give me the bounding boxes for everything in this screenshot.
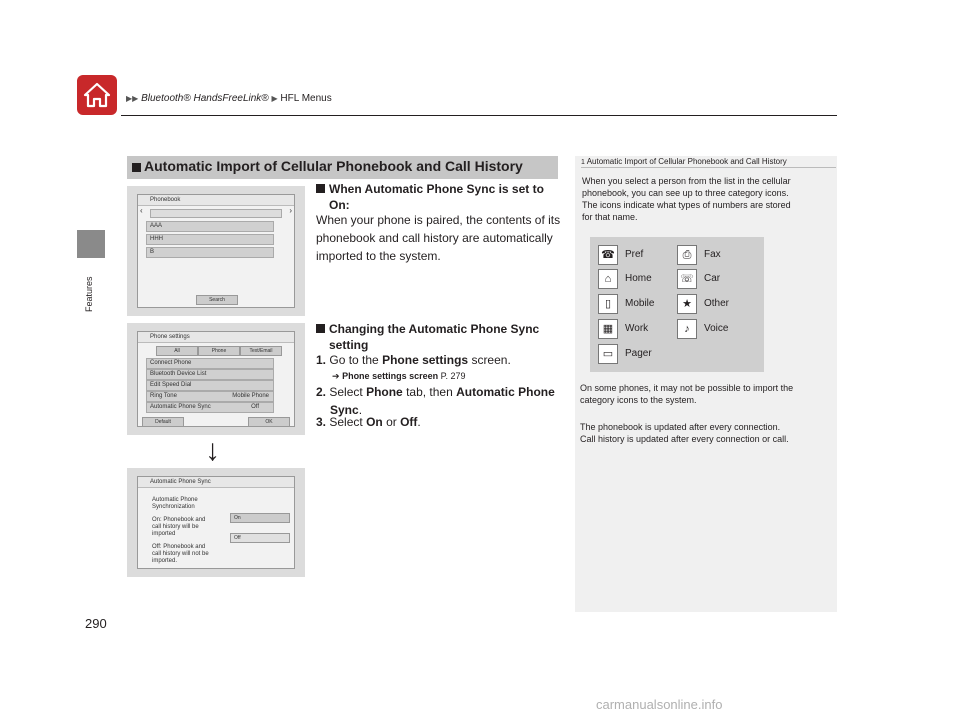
section-heading [127, 156, 558, 179]
subheading-change-setting-cont: setting [329, 338, 369, 352]
page-number: 290 [85, 616, 107, 631]
header-divider [121, 115, 837, 116]
step-2: 2. Select Phone tab, then Automatic Phone [316, 385, 555, 399]
breadcrumb-item[interactable]: Bluetooth® HandsFreeLink® [141, 93, 269, 104]
list-item: Connect Phone [146, 358, 274, 369]
step-2-cont: Sync. [330, 403, 363, 417]
list-item: Automatic Phone Sync Off [146, 402, 274, 413]
note-paragraph: When you select a person from the list in the cellular phonebook, you can see up to three category icons. The icons indicate what types of numbers are stored for that name. [582, 176, 791, 222]
tab-phone: Phone [198, 346, 240, 356]
section-tab-marker [77, 230, 105, 258]
step-1: 1. Go to the Phone settings screen. [316, 353, 511, 367]
screen-title: Phone settings [138, 332, 294, 343]
subheading-auto-sync-on: When Automatic Phone Sync is set to [316, 182, 544, 196]
section-side-label: Features [84, 276, 94, 312]
pager-icon: ▭ [598, 344, 618, 364]
chevron-right-icon: ▶▶ [126, 94, 139, 103]
list-item: Edit Speed Dial [146, 380, 274, 391]
note-marker-icon: 1 [581, 159, 585, 166]
watermark: carmanualsonline.info [596, 697, 723, 712]
note-paragraph: The phonebook is updated after every connection. Call history is updated after every connection or call. [580, 422, 789, 444]
mobile-icon: ▯ [598, 294, 618, 314]
tab-text-email: Text/Email [240, 346, 282, 356]
home-icon[interactable] [77, 75, 117, 115]
tab-all: All [156, 346, 198, 356]
chevron-right-icon: › [289, 206, 292, 215]
phone-icon: ☎ [598, 245, 618, 265]
note-divider [581, 167, 836, 168]
category-icon-legend: ☎ Pref ⎙ Fax ⌂ Home ☏ Car ▯ Mobile ★ Other ▦ Work ♪ Voice ▭ Pager [590, 237, 764, 372]
off-option: Off [230, 533, 290, 543]
list-item: B [146, 247, 274, 258]
breadcrumb-item[interactable]: HFL Menus [280, 93, 332, 104]
on-option: On [230, 513, 290, 523]
fax-icon: ⎙ [677, 245, 697, 265]
list-item: HHH [146, 234, 274, 245]
search-button: Search [196, 295, 238, 305]
building-icon: ▦ [598, 319, 618, 339]
sync-description: Automatic Phone Synchronization On: Phonebook and call history will be imported Off: Phonebook and call history will not be imported. [152, 497, 209, 564]
paragraph: When your phone is paired, the contents of its phonebook and call history are automatically imported to the system. [316, 213, 561, 263]
chevron-left-icon: ‹ [140, 206, 143, 215]
step-3: 3. Select On or Off. [316, 415, 421, 429]
down-arrow-icon: ↓ [205, 434, 220, 467]
note-paragraph: On some phones, it may not be possible to import the category icons to the system. [580, 383, 794, 405]
phone-settings-screenshot [127, 323, 305, 435]
heading-square-icon [316, 324, 325, 333]
reference-arrow-icon: ➔ [332, 371, 340, 381]
car-phone-icon: ☏ [677, 269, 697, 289]
auto-sync-screenshot [127, 468, 305, 577]
list-item: Bluetooth Device List [146, 369, 274, 380]
breadcrumb [126, 93, 332, 104]
alphabet-tabs [150, 209, 282, 218]
screen-title: Automatic Phone Sync [138, 477, 294, 488]
house-icon: ⌂ [598, 269, 618, 289]
subheading-change-setting: Changing the Automatic Phone Sync [316, 322, 539, 336]
ok-button: OK [248, 417, 290, 427]
section-heading-text: Automatic Import of Cellular Phonebook and Call History [144, 158, 523, 174]
voice-icon: ♪ [677, 319, 697, 339]
star-icon: ★ [677, 294, 697, 314]
note-title: 1 Automatic Import of Cellular Phonebook and Call History [581, 157, 787, 166]
cross-reference-link[interactable]: ➔ Phone settings screen P. 279 [332, 371, 466, 381]
heading-square-icon [316, 184, 325, 193]
phonebook-screenshot [127, 186, 305, 316]
heading-square-icon [132, 163, 141, 172]
list-item: Ring Tone Mobile Phone [146, 391, 274, 402]
default-button: Default [142, 417, 184, 427]
screen-title: Phonebook [138, 195, 294, 206]
list-item: AAA [146, 221, 274, 232]
chevron-right-icon: ▶ [271, 94, 278, 103]
subheading-auto-sync-on-cont: On: [329, 198, 350, 212]
